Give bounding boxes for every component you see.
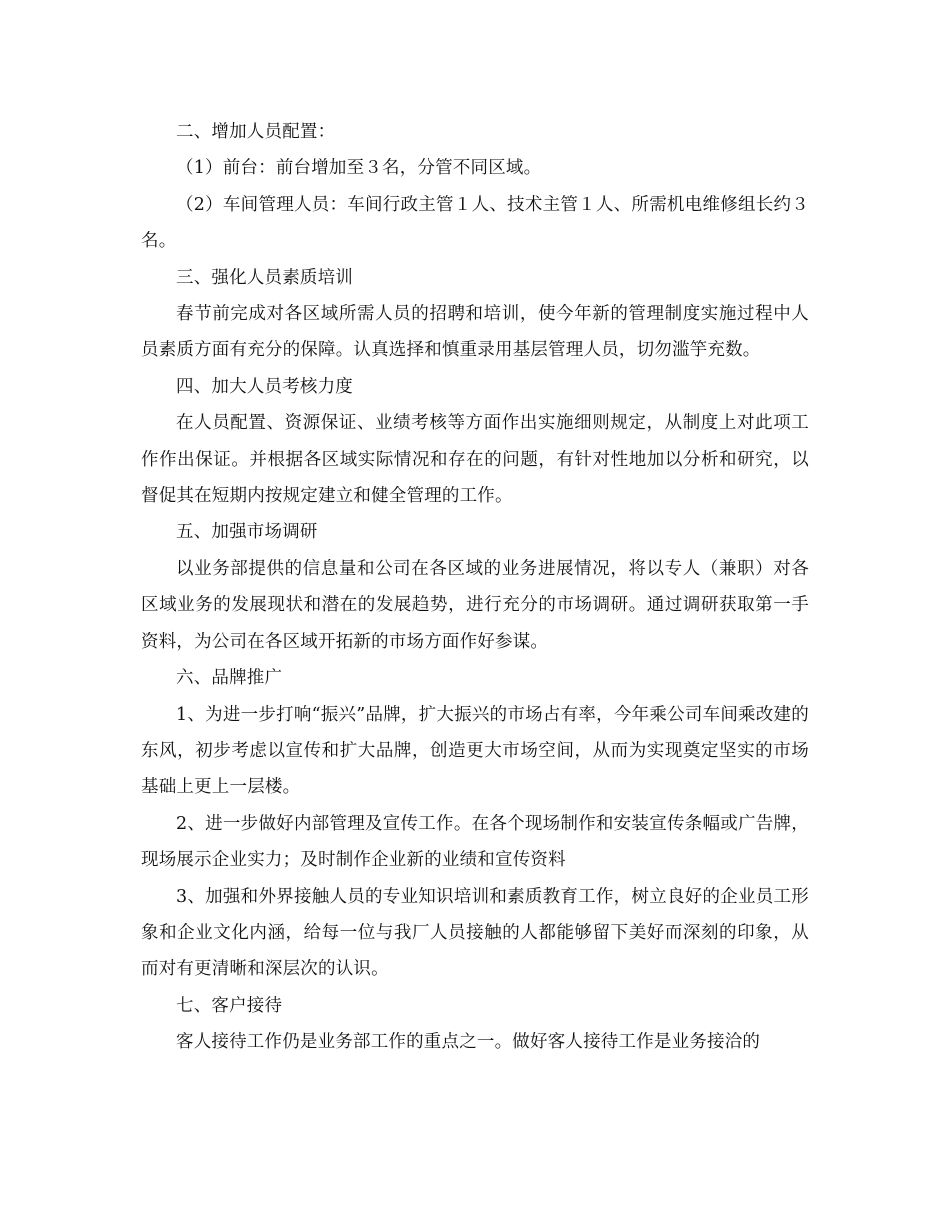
item-front-desk: （1）前台：前台增加至３名，分管不同区域。 <box>176 158 542 179</box>
section-heading-reception: 七、客户接待 <box>176 995 283 1016</box>
paragraph-brand-3: 3、加强和外界接触人员的专业知识培训和素质教育工作，树立良好的企业员工形象和企业文化内涵，给每一位与我厂人员接触的人都能够留下美好而深刻的印象，从而对有更清晰和深层次的认识。 <box>141 886 809 980</box>
section-heading-training: 三、强化人员素质培训 <box>176 267 353 288</box>
item-workshop-management: （2）车间管理人员：车间行政主管１人、技术主管１人、所需机电维修组长约３名。 <box>141 194 809 252</box>
paragraph-assessment: 在人员配置、资源保证、业绩考核等方面作出实施细则规定，从制度上对此项工作作出保证。并根据各区域实际情况和存在的问题，有针对性地加以分析和研究，以督促其在短期内按规定建立和健全管理的工作。 <box>141 413 809 507</box>
section-heading-assessment: 四、加大人员考核力度 <box>176 376 353 397</box>
paragraph-market-research: 以业务部提供的信息量和公司在各区域的业务进展情况，将以专人（兼职）对各区域业务的发展现状和潜在的发展趋势，进行充分的市场调研。通过调研获取第一手资料，为公司在各区域开拓新的市场方面作好参谋。 <box>141 558 809 652</box>
section-heading-brand-promotion: 六、品牌推广 <box>176 668 283 689</box>
paragraph-reception: 客人接待工作仍是业务部工作的重点之一。做好客人接待工作是业务接洽的 <box>176 1032 761 1053</box>
document-body <box>141 114 809 1061</box>
section-heading-market-research: 五、加强市场调研 <box>176 522 318 543</box>
section-heading-staffing: 二、增加人员配置： <box>176 122 336 142</box>
paragraph-brand-2: 2、进一步做好内部管理及宣传工作。在各个现场制作和安装宣传条幅或广告牌，现场展示企业实力；及时制作企业新的业绩和宣传资料 <box>141 813 809 871</box>
paragraph-brand-1: 1、为进一步打响“振兴”品牌，扩大振兴的市场占有率，今年乘公司车间乘改建的东风，初步考虑以宣传和扩大品牌，创造更大市场空间，从而为实现奠定坚实的市场基础上更上一层楼。 <box>141 704 809 798</box>
paragraph-training: 春节前完成对各区域所需人员的招聘和培训，使今年新的管理制度实施过程中人员素质方面有充分的保障。认真选择和慎重录用基层管理人员，切勿滥竽充数。 <box>141 304 809 361</box>
